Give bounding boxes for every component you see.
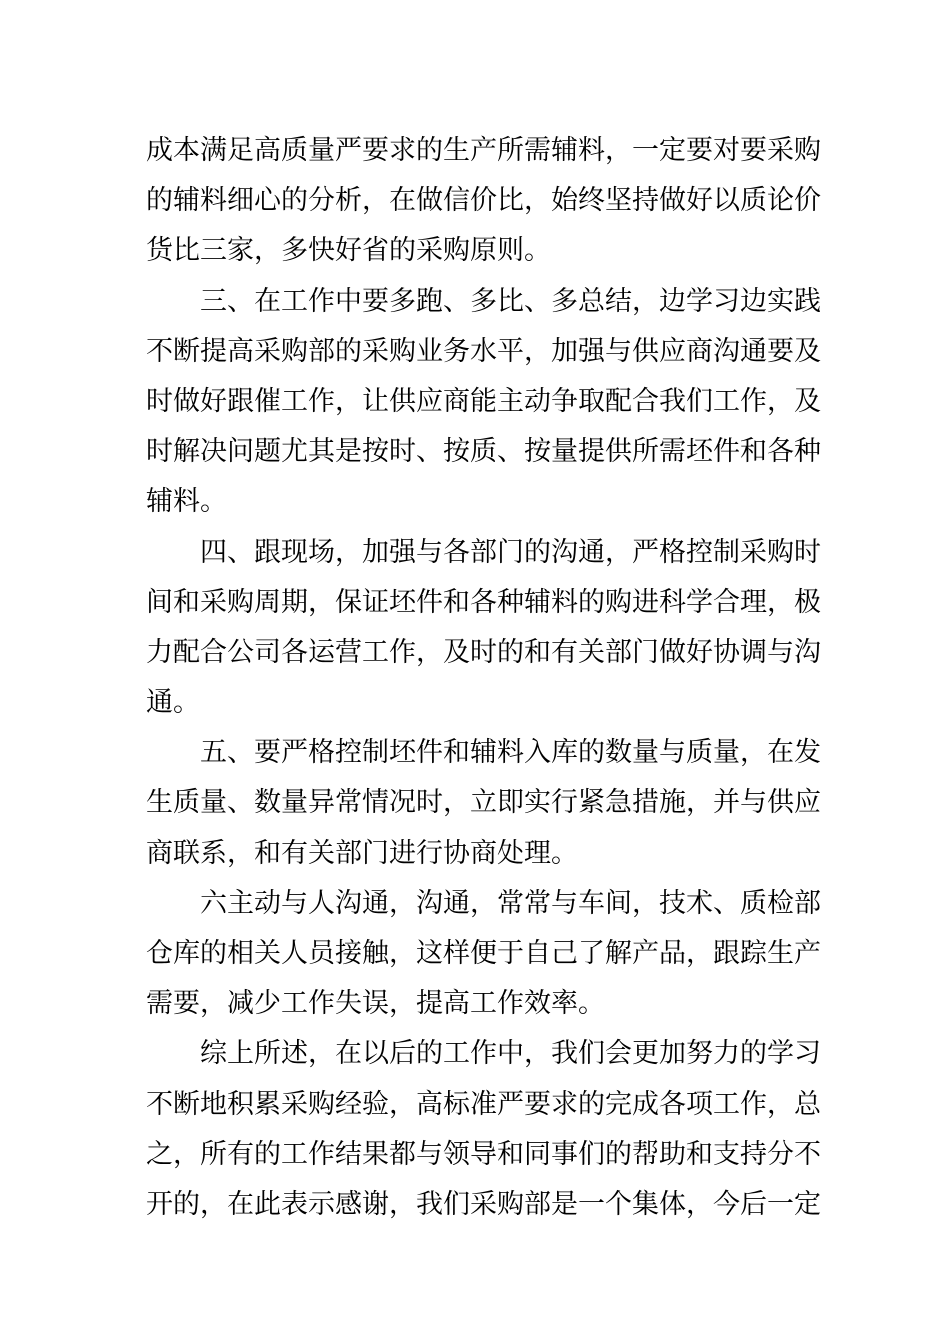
paragraph-first-line: 六主动与人沟通，沟通，常常与车间，技术、质检部 bbox=[200, 887, 821, 919]
paragraph-first-line: 五、要严格控制坯件和辅料入库的数量与质量，在发 bbox=[200, 737, 821, 769]
text-line: 时解决问题尤其是按时、按质、按量提供所需坯件和各种 bbox=[146, 436, 821, 468]
paragraph-first-line: 三、在工作中要多跑、多比、多总结，边学习边实践 bbox=[200, 285, 821, 317]
text-line: 仓库的相关人员接触，这样便于自己了解产品，跟踪生产 bbox=[146, 938, 821, 969]
text-line: 的辅料细心的分析，在做信价比，始终坚持做好以质论价 bbox=[146, 185, 821, 217]
text-line: 之，所有的工作结果都与领导和同事们的帮助和支持分不 bbox=[146, 1138, 821, 1170]
document-body bbox=[146, 126, 821, 1230]
text-line: 力配合公司各运营工作，及时的和有关部门做好协调与沟 bbox=[146, 636, 821, 668]
text-line: 需要，减少工作失误，提高工作效率。 bbox=[146, 988, 605, 1020]
text-line: 成本满足高质量严要求的生产所需辅料，一定要对要采购 bbox=[146, 135, 821, 166]
paragraph-first-line: 综上所述，在以后的工作中，我们会更加努力的学习 bbox=[200, 1038, 821, 1070]
text-line: 生质量、数量异常情况时，立即实行紧急措施，并与供应 bbox=[146, 787, 821, 819]
text-line: 不断提高采购部的采购业务水平，加强与供应商沟通要及 bbox=[146, 335, 821, 367]
text-line: 辅料。 bbox=[146, 486, 227, 518]
paragraph-first-line: 四、跟现场，加强与各部门的沟通，严格控制采购时 bbox=[200, 536, 821, 568]
text-line: 商联系，和有关部门进行协商处理。 bbox=[146, 837, 578, 869]
text-line: 通。 bbox=[146, 687, 200, 719]
text-line: 间和采购周期，保证坯件和各种辅料的购进科学合理，极 bbox=[146, 586, 821, 618]
text-line: 开的，在此表示感谢，我们采购部是一个集体，今后一定 bbox=[146, 1188, 821, 1220]
text-line: 时做好跟催工作，让供应商能主动争取配合我们工作，及 bbox=[146, 385, 821, 417]
text-line: 货比三家，多快好省的采购原则。 bbox=[146, 235, 551, 267]
text-line: 不断地积累采购经验，高标准严要求的完成各项工作，总 bbox=[146, 1088, 821, 1120]
